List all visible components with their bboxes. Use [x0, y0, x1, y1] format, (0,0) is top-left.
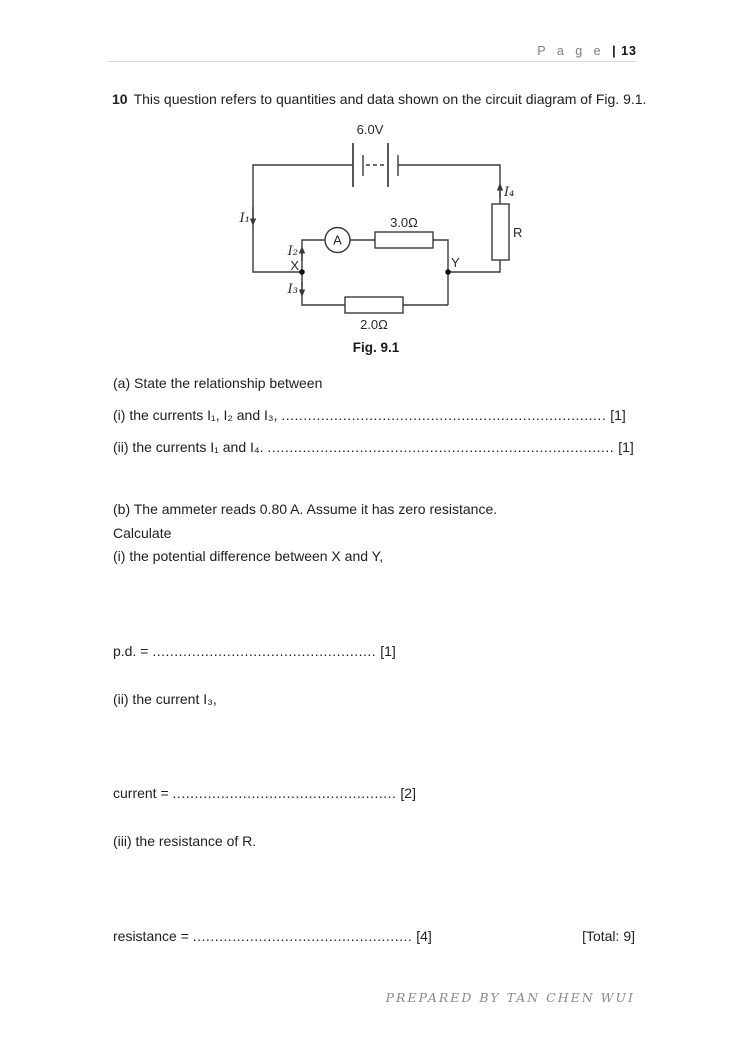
part-b-calculate: Calculate: [113, 525, 172, 541]
part-a-ii-answer-line: ...............................................................................: [267, 439, 615, 455]
header-page-word: P a g e: [537, 44, 605, 58]
part-a-item-i: [113, 407, 626, 423]
part-a-i-answer-line: ..........................................................................: [281, 407, 607, 423]
part-b-iii-answer: [113, 928, 432, 944]
part-a-item-ii: [113, 439, 634, 455]
resistance-label: resistance =: [113, 928, 193, 944]
current-label: current =: [113, 785, 173, 801]
resistor-3ohm-symbol: [375, 232, 433, 248]
part-b-item-ii: (ii) the current I₃,: [113, 691, 217, 707]
resistor-3ohm-label: 3.0Ω: [390, 215, 418, 230]
current-i1-arrow: [250, 207, 256, 226]
resistance-answer-line: ..................................................: [192, 928, 413, 944]
footer-credit: PREPARED BY TAN CHEN WUI: [385, 990, 635, 1005]
part-b-item-i: (i) the potential difference between X and Y,: [113, 548, 384, 564]
current-i4-label: I₄: [504, 185, 515, 200]
header-page-number: | 13: [612, 44, 637, 58]
resistor-2ohm-symbol: [345, 297, 403, 313]
resistor-2ohm-label: 2.0Ω: [360, 317, 388, 332]
header-divider: [107, 61, 637, 62]
resistor-r-symbol: [492, 204, 509, 260]
question-number: 10: [112, 91, 128, 107]
current-i2-label: I₂: [287, 244, 298, 259]
current-answer-line: ...................................................: [172, 785, 397, 801]
node-x-label: X: [290, 258, 299, 273]
part-b-ii-answer: [113, 785, 416, 801]
question-intro-text: This question refers to quantities and data shown on the circuit diagram of Fig. 9.1.: [133, 91, 647, 107]
circuit-diagram: [230, 113, 530, 363]
pd-marks: [1]: [380, 643, 396, 659]
part-b-i-answer: [113, 643, 396, 659]
part-a-i-text: (i) the currents I₁, I₂ and I₃,: [113, 407, 282, 423]
total-marks: [Total: 9]: [582, 928, 635, 944]
figure-caption: Fig. 9.1: [352, 340, 400, 355]
current-i3-arrow: [299, 282, 305, 297]
current-i3-label: I₃: [287, 282, 298, 297]
ammeter-label: A: [333, 232, 342, 248]
current-i2-arrow: [299, 246, 305, 261]
question-line: [112, 91, 646, 107]
page-header: [537, 44, 637, 58]
resistance-marks: [4]: [416, 928, 432, 944]
part-b-intro: (b) The ammeter reads 0.80 A. Assume it has zero resistance.: [113, 501, 498, 517]
current-i4-arrow: [497, 183, 503, 198]
current-i1-label: I₁: [239, 211, 250, 226]
part-b-item-iii: (iii) the resistance of R.: [113, 833, 257, 849]
pd-label: p.d. =: [113, 643, 153, 659]
part-a-i-marks: [1]: [610, 407, 626, 423]
part-a-intro: (a) State the relationship between: [113, 375, 323, 391]
battery-voltage-label: 6.0V: [356, 122, 384, 137]
part-a-ii-text: (ii) the currents I₁ and I₄.: [113, 439, 268, 455]
current-marks: [2]: [400, 785, 416, 801]
node-y-dot: [445, 269, 451, 275]
pd-answer-line: ...................................................: [152, 643, 377, 659]
node-x-dot: [299, 269, 305, 275]
resistor-r-label: R: [513, 225, 523, 240]
part-a-ii-marks: [1]: [618, 439, 634, 455]
battery-symbol: [353, 143, 398, 187]
node-y-label: Y: [451, 255, 460, 270]
